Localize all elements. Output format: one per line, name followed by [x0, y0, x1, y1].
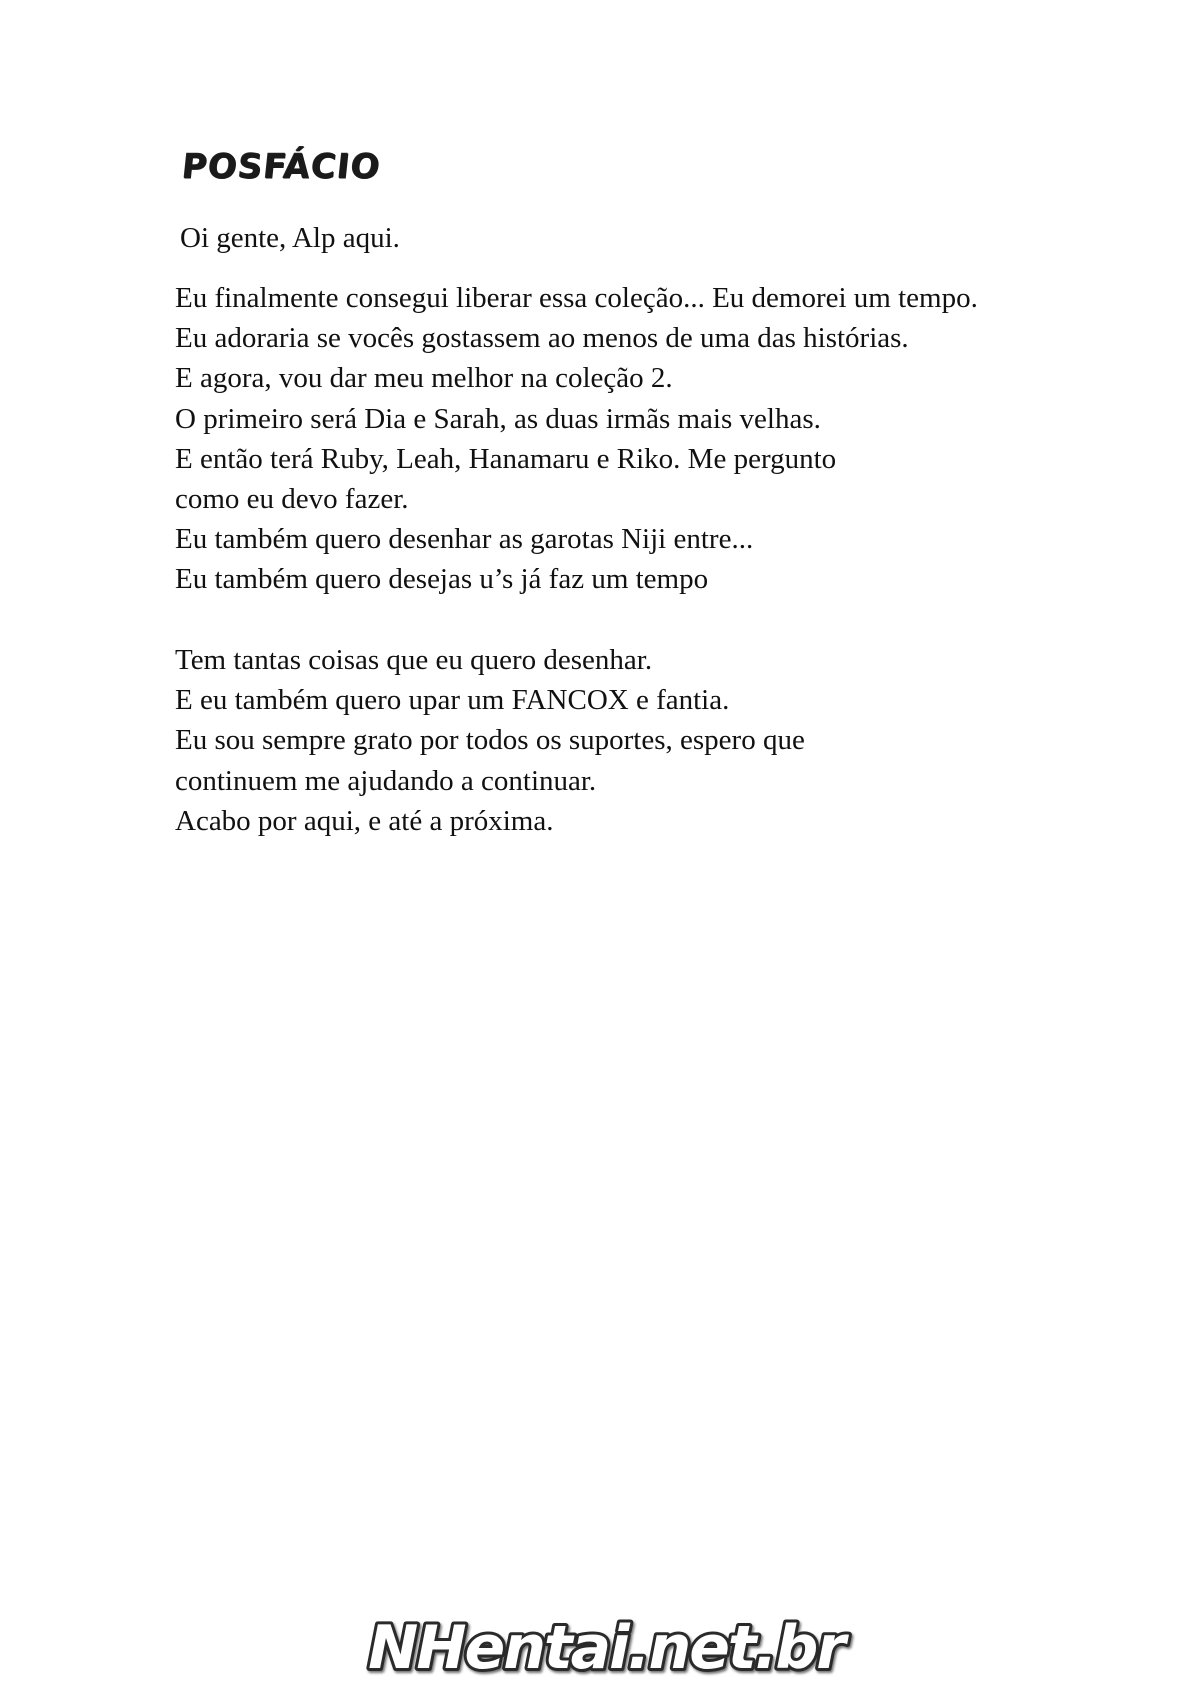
text-line: como eu devo fazer. — [175, 483, 409, 516]
paragraph-1 — [175, 278, 978, 600]
text-line: Eu sou sempre grato por todos os suportes, espero que — [175, 724, 805, 757]
watermark-text: NHentai.net.br — [368, 1613, 844, 1683]
text-line: Eu também quero desejas u’s já faz um tempo — [175, 563, 709, 596]
text-line: Eu finalmente consegui liberar essa coleção... Eu demorei um tempo. — [175, 282, 978, 314]
text-line: E eu também quero upar um FANCOX e fantia. — [175, 684, 730, 717]
text-line: Eu adoraria se vocês gostassem ao menos de uma das histórias. — [175, 322, 909, 355]
text-line: E então terá Ruby, Leah, Hanamaru e Riko. Me pergunto — [175, 442, 837, 475]
page-title: POSFÁCIO — [179, 147, 383, 187]
text-line: continuem me ajudando a continuar. — [175, 764, 597, 797]
text-line: E agora, vou dar meu melhor na coleção 2. — [175, 362, 673, 395]
text-line: O primeiro será Dia e Sarah, as duas irmãs mais velhas. — [175, 402, 821, 435]
watermark-logo — [368, 1604, 844, 1688]
greeting-line: Oi gente, Alp aqui. — [180, 222, 400, 254]
paragraph-2 — [175, 640, 805, 841]
text-line: Acabo por aqui, e até a próxima. — [175, 804, 554, 837]
text-line: Tem tantas coisas que eu quero desenhar. — [175, 644, 653, 676]
text-line: Eu também quero desenhar as garotas Niji entre... — [175, 523, 754, 556]
